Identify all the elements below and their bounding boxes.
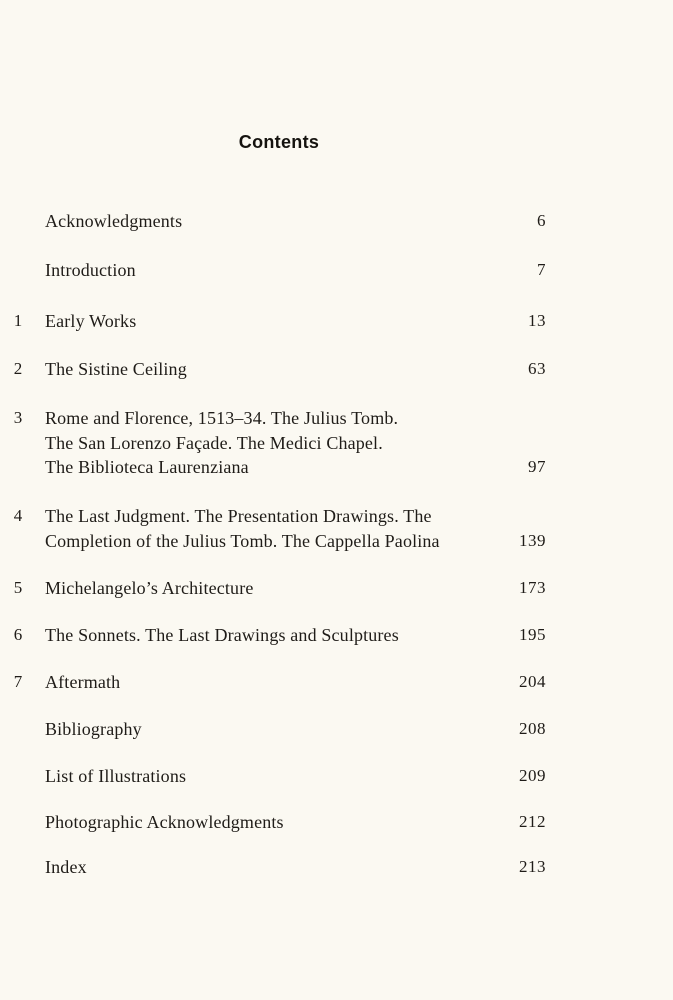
page-title: Contents [238, 132, 320, 152]
page-number: 209 [519, 766, 546, 785]
entry-title-line: Aftermath [45, 672, 121, 692]
entry-title [45, 406, 505, 480]
entry-title-line: Bibliography [45, 719, 142, 739]
chapter-number: 6 [13, 625, 23, 644]
entry-title [45, 576, 505, 601]
page-number: 212 [519, 812, 546, 831]
page-number: 139 [519, 531, 546, 550]
page-number: 204 [519, 672, 546, 691]
entry-title-line: Michelangelo’s Architecture [45, 578, 254, 598]
entry-title-line: List of Illustrations [45, 766, 187, 786]
entry-title-line: Acknowledgments [45, 211, 183, 231]
entry-title [45, 357, 505, 382]
entry-title [45, 623, 505, 648]
entry-title-line: Completion of the Julius Tomb. The Cappella Paolina [45, 530, 440, 551]
chapter-number: 5 [13, 578, 23, 597]
page-number: 195 [519, 625, 546, 644]
page-number: 173 [519, 578, 546, 597]
page-number: 7 [537, 260, 546, 279]
entry-title-line: The San Lorenzo Façade. The Medici Chapel. [45, 432, 383, 453]
entry-title-line: Early Works [45, 311, 137, 331]
page-number: 208 [519, 719, 546, 738]
entry-title [45, 309, 505, 334]
entry-title [45, 670, 505, 695]
page-number: 6 [537, 211, 546, 230]
entry-title [45, 209, 505, 234]
entry-title [45, 855, 505, 880]
entry-title-line: The Biblioteca Laurenziana [45, 457, 249, 477]
page-number: 213 [519, 857, 546, 876]
entry-title-line: The Sistine Ceiling [45, 359, 187, 379]
chapter-number: 7 [13, 672, 23, 691]
entry-title-line: The Last Judgment. The Presentation Drawings. The [45, 506, 432, 526]
entry-title-line: Rome and Florence, 1513–34. The Julius Tomb. [45, 408, 399, 428]
entry-title [45, 764, 505, 789]
chapter-number: 2 [13, 359, 23, 378]
page-number: 97 [528, 457, 546, 476]
entry-title-line: The Sonnets. The Last Drawings and Sculptures [45, 625, 399, 645]
chapter-number: 3 [13, 408, 23, 427]
page-number: 63 [528, 359, 546, 378]
entry-title [45, 810, 505, 835]
chapter-number: 4 [13, 506, 23, 525]
chapter-number: 1 [13, 311, 23, 330]
entry-title-line: Photographic Acknowledgments [45, 812, 284, 832]
page-number: 13 [528, 311, 546, 330]
entry-title [45, 504, 505, 553]
entry-title-line: Introduction [45, 260, 136, 280]
entry-title-line: Index [45, 857, 87, 877]
entry-title [45, 717, 505, 742]
entry-title [45, 258, 505, 283]
